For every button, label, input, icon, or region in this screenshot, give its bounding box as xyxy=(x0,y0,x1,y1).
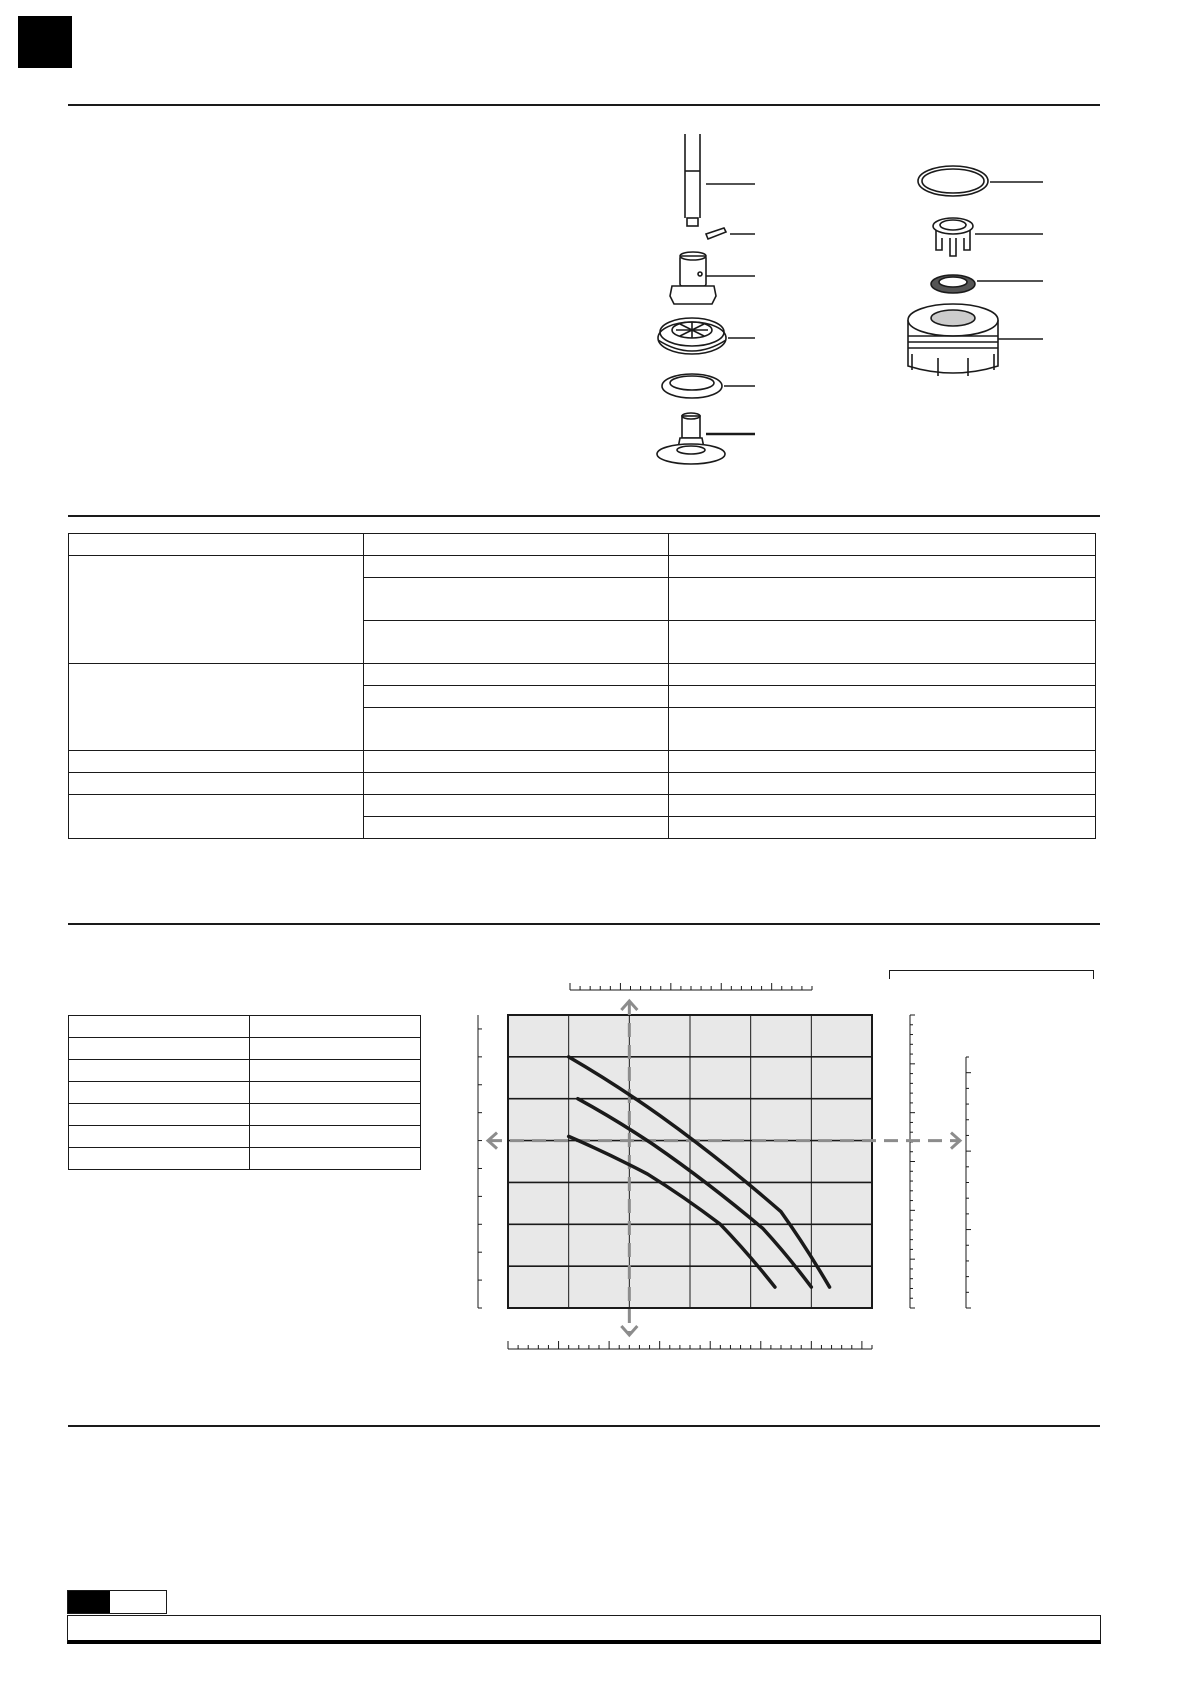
footer-label-black xyxy=(68,1591,110,1613)
table-cell xyxy=(364,686,669,708)
table-cell xyxy=(669,708,1096,751)
table-cell xyxy=(669,578,1096,621)
top-scale-axis xyxy=(570,983,812,990)
table-row xyxy=(69,751,1096,773)
table-cell xyxy=(69,1038,250,1060)
disc-holder-part xyxy=(658,318,726,354)
table-cell xyxy=(364,534,669,556)
table-cell xyxy=(69,1148,250,1170)
table-cell xyxy=(669,621,1096,664)
seal-ring-part xyxy=(662,374,722,398)
table-cell xyxy=(250,1060,421,1082)
data-table xyxy=(68,1015,421,1170)
table-row xyxy=(69,773,1096,795)
table-cell xyxy=(669,556,1096,578)
table-cell xyxy=(364,817,669,839)
table-cell xyxy=(250,1104,421,1126)
table-cell xyxy=(669,686,1096,708)
bonnet-part xyxy=(670,252,716,304)
table-row xyxy=(69,795,1096,817)
table-cell xyxy=(669,751,1096,773)
table-row xyxy=(69,1126,421,1148)
table-cell xyxy=(69,534,364,556)
table-cell xyxy=(69,1060,250,1082)
section-divider xyxy=(68,1425,1100,1427)
flow-chart xyxy=(470,975,990,1355)
cap-part xyxy=(908,304,998,376)
left-axis xyxy=(478,1015,482,1308)
table-cell xyxy=(69,1104,250,1126)
table-cell xyxy=(364,751,669,773)
table-cell xyxy=(669,664,1096,686)
pin-part xyxy=(706,228,726,239)
table-cell xyxy=(69,751,364,773)
table-cell xyxy=(364,795,669,817)
section-tab-icon xyxy=(18,16,72,68)
table-row xyxy=(69,1016,421,1038)
table-cell xyxy=(669,534,1096,556)
table-cell xyxy=(364,708,669,751)
footer-bar xyxy=(67,1615,1101,1644)
table-row xyxy=(69,1148,421,1170)
table-cell xyxy=(69,773,364,795)
table-row xyxy=(69,534,1096,556)
table-cell xyxy=(669,773,1096,795)
right-axes xyxy=(910,1015,990,1308)
table-cell xyxy=(69,1126,250,1148)
table-cell xyxy=(364,773,669,795)
o-ring-part xyxy=(918,166,988,196)
spec-table xyxy=(68,533,1096,839)
table-cell xyxy=(669,817,1096,839)
table-cell xyxy=(364,556,669,578)
arrow-down-icon xyxy=(621,1326,637,1335)
parts-illustration xyxy=(640,126,1060,476)
table-cell xyxy=(250,1038,421,1060)
table-cell xyxy=(250,1082,421,1104)
stem-part xyxy=(685,134,700,226)
table-row xyxy=(69,556,1096,578)
table-cell xyxy=(364,621,669,664)
table-row xyxy=(69,1082,421,1104)
table-cell xyxy=(69,1016,250,1038)
plunger-part xyxy=(657,413,725,464)
footer-label-box xyxy=(67,1590,167,1614)
table-cell xyxy=(69,556,364,664)
table-row xyxy=(69,1038,421,1060)
table-cell xyxy=(669,795,1096,817)
table-row xyxy=(69,1060,421,1082)
section-divider xyxy=(68,515,1100,517)
bottom-scale-axis xyxy=(508,1341,872,1349)
section-divider xyxy=(68,104,1100,106)
table-cell xyxy=(250,1016,421,1038)
section-divider xyxy=(68,923,1100,925)
table-row xyxy=(69,664,1096,686)
table-cell xyxy=(69,664,364,751)
guide-part xyxy=(933,218,973,256)
table-cell xyxy=(364,664,669,686)
table-cell xyxy=(69,795,364,839)
gasket-part xyxy=(931,275,975,293)
table-cell xyxy=(364,578,669,621)
table-cell xyxy=(69,1082,250,1104)
table-cell xyxy=(250,1126,421,1148)
table-cell xyxy=(250,1148,421,1170)
table-row xyxy=(69,1104,421,1126)
